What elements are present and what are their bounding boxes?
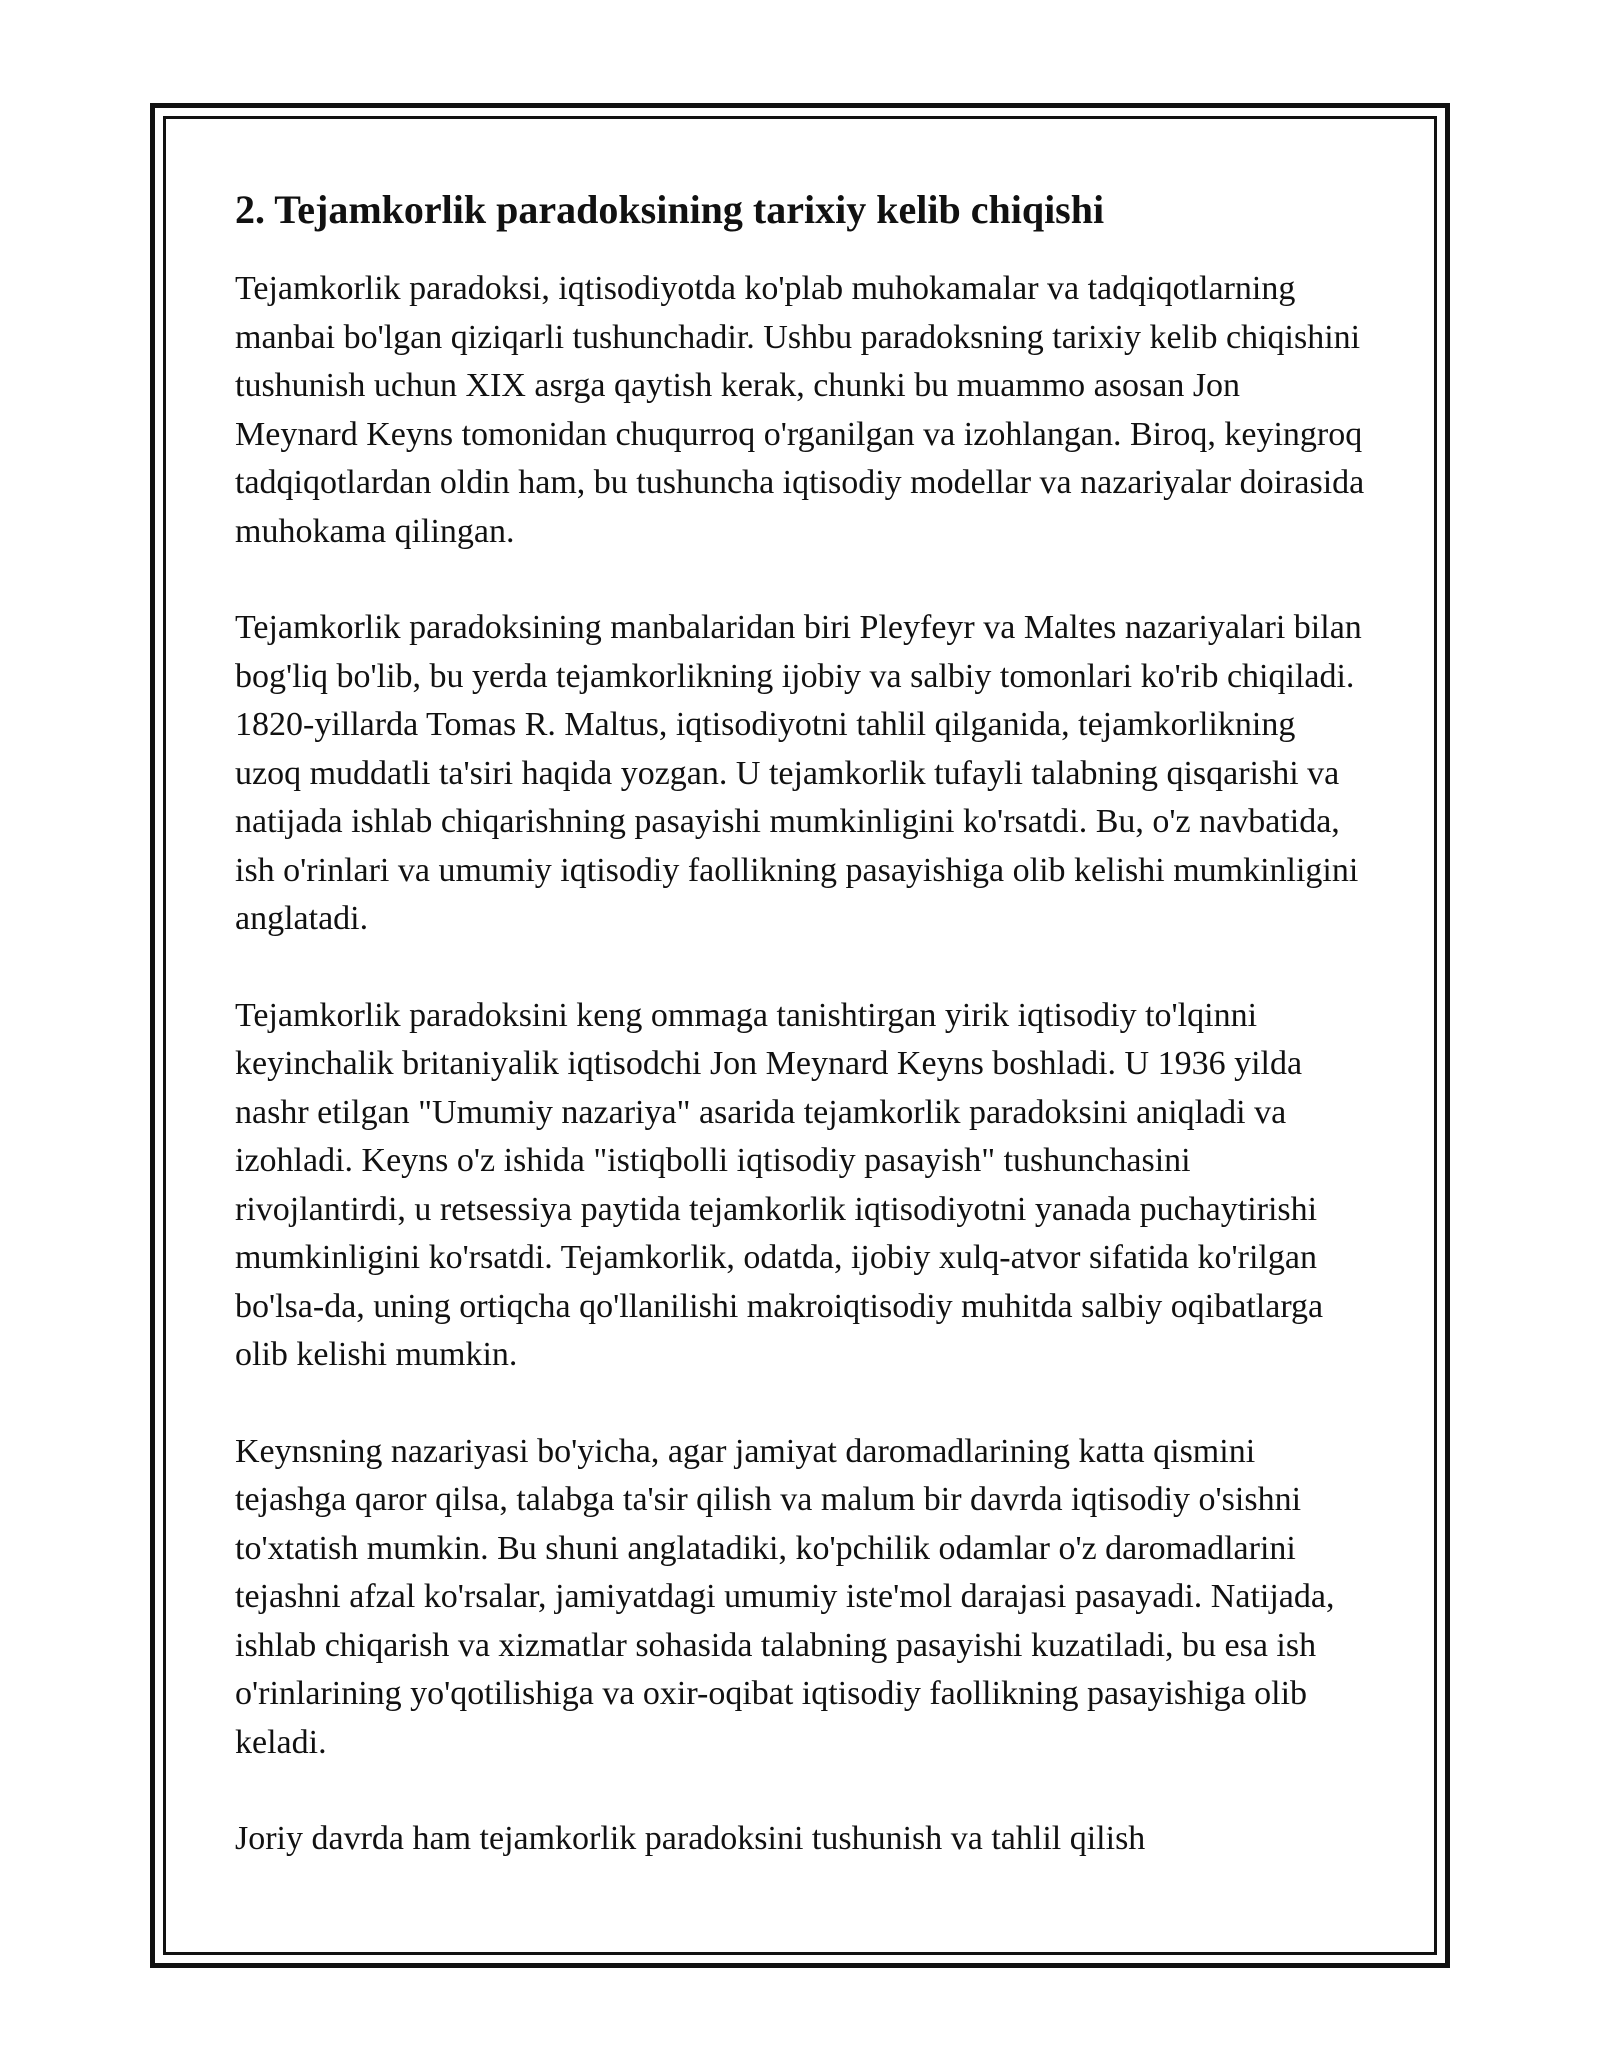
document-body xyxy=(235,185,1365,1912)
section-heading: 2. Tejamkorlik paradoksining tarixiy kelib chiqishi xyxy=(235,187,1105,232)
paragraph-5: Joriy davrda ham tejamkorlik paradoksini tushunish va tahlil qilish xyxy=(235,1820,1146,1857)
paragraph-1: Tejamkorlik paradoksi, iqtisodiyotda ko'plab muhokamalar va tadqiqotlarning manbai bo'lgan qiziqarli tushunchadir. Ushbu paradoksning tarixiy kelib chiqishini tushunish uchun XIX asrga qaytish kerak, chunki bu muammo asosan Jon Meynard Keyns tomonidan chuqurroq o'rganilgan va izohlangan. Biroq, keyingroq tadqiqotlardan oldin ham, bu tushuncha iqtisodiy modellar va nazariyalar doirasida muhokama qilingan. xyxy=(235,270,1365,550)
paragraph-2: Tejamkorlik paradoksining manbalaridan biri Pleyfeyr va Maltes nazariyalari bilan bog'liq bo'lib, bu yerda tejamkorlikning ijobiy va salbiy tomonlari ko'rib chiqiladi. 1820-yillarda Tomas R. Maltus, iqtisodiyotni tahlil qilganida, tejamkorlikning uzoq muddatli ta'siri haqida yozgan. U tejamkorlik tufayli talabning qisqarishi va natijada ishlab chiqarishning pasayishi mumkinligini ko'rsatdi. Bu, o'z navbatida, ish o'rinlari va umumiy iqtisodiy faollikning pasayishiga olib kelishi mumkinligini anglatadi. xyxy=(235,609,1362,937)
paragraph-4: Keynsning nazariyasi bo'yicha, agar jamiyat daromadlarining katta qismini tejashga qaror qilsa, talabga ta'sir qilish va malum bir davrda iqtisodiy o'sishni to'xtatish mumkin. Bu shuni anglatadiki, ko'pchilik odamlar o'z daromadlarini tejashni afzal ko'rsalar, jamiyatdagi umumiy iste'mol darajasi pasayadi. Natijada, ishlab chiqarish va xizmatlar sohasida talabning pasayishi kuzatiladi, bu esa ish o'rinlarining yo'qotilishiga va oxir-oqibat iqtisodiy faollikning pasayishiga olib keladi. xyxy=(235,1432,1335,1761)
paragraph-3: Tejamkorlik paradoksini keng ommaga tanishtirgan yirik iqtisodiy to'lqinni keyinchalik britaniyalik iqtisodchi Jon Meynard Keyns boshladi. U 1936 yilda nashr etilgan "Umumiy nazariya" asarida tejamkorlik paradoksini aniqladi va izohladi. Keyns o'z ishida "istiqbolli iqtisodiy pasayish" tushunchasini rivojlantirdi, u retsessiya paytida tejamkorlik iqtisodiyotni yanada puchaytirishi mumkinligini ko'rsatdi. Tejamkorlik, odatda, ijobiy xulq-atvor sifatida ko'rilgan bo'lsa-da, uning ortiqcha qo'llanilishi makroiqtisodiy muhitda salbiy oqibatlarga olib kelishi mumkin. xyxy=(235,996,1324,1373)
